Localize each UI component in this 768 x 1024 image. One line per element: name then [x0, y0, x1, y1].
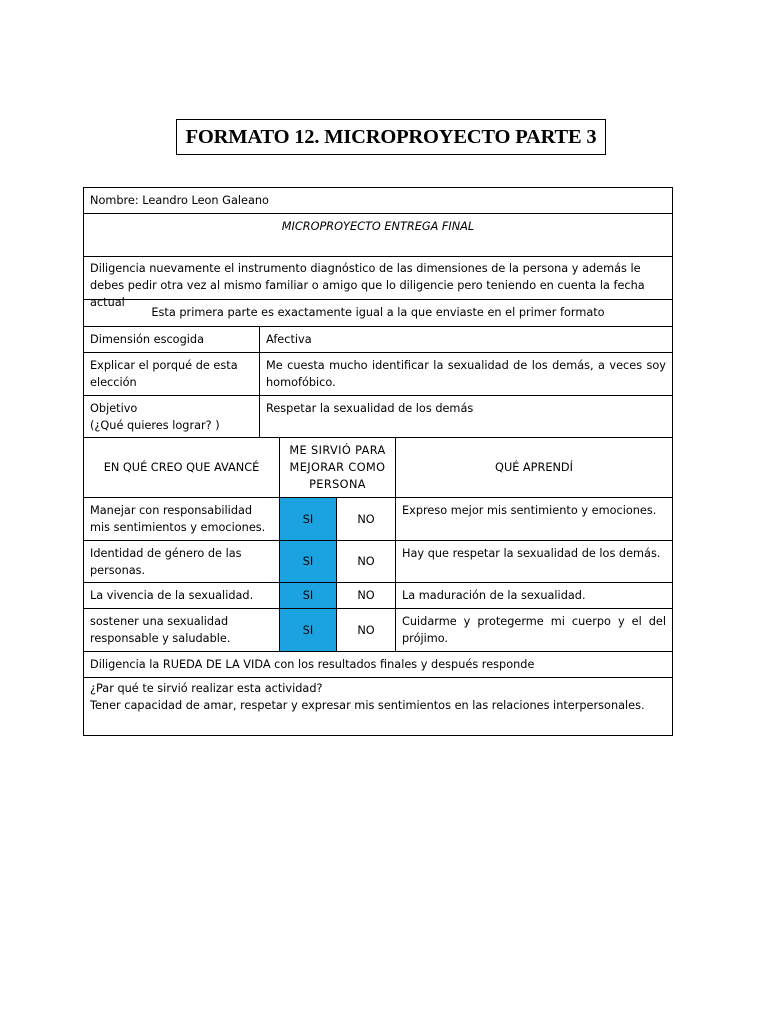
first-part-note: Esta primera parte es exactamente igual a la que enviaste en el primer formato — [151, 306, 605, 319]
table-row — [84, 608, 672, 651]
table-row — [84, 582, 672, 608]
table-row — [84, 497, 672, 540]
no-cell: NO — [336, 498, 395, 540]
dimension-label: Dimensión escogida — [90, 333, 205, 346]
learned-cell: La maduración de la sexualidad. — [395, 583, 672, 608]
instruction-text: Diligencia nuevamente el instrumento diagnóstico de las dimensiones de la persona y además le debes pedir otra vez al mismo familiar o amigo que lo diligencie pero teniendo en cuenta la fecha actual — [90, 262, 645, 309]
header-learned: QUÉ APRENDÍ — [395, 438, 672, 497]
header-advance: EN QUÉ CREO QUE AVANCÉ — [103, 461, 260, 474]
reason-value: Me cuesta mucho identificar la sexualidad de los demás, a veces soy homofóbico. — [259, 353, 672, 395]
objective-label — [84, 396, 259, 437]
advance-cell: sostener una sexualidad responsable y saludable. — [90, 615, 231, 645]
section-subtitle: MICROPROYECTO ENTREGA FINAL — [281, 220, 475, 233]
advance-cell: La vivencia de la sexualidad. — [90, 589, 254, 602]
reason-label: Explicar el porqué de esta elección — [90, 359, 238, 389]
page-title: FORMATO 12. MICROPROYECTO PARTE 3 — [176, 119, 606, 155]
dimension-value: Afectiva — [259, 327, 672, 352]
no-cell: NO — [336, 541, 395, 582]
dimension-row — [84, 326, 672, 352]
reason-row — [84, 352, 672, 395]
objective-value: Respetar la sexualidad de los demás — [259, 396, 672, 437]
reflection-question: ¿Par qué te sirvió realizar esta actividad? — [90, 682, 323, 695]
table-header-row — [84, 437, 672, 497]
header-helped: ME SIRVIÓ PARA MEJORAR COMO PERSONA — [279, 438, 395, 497]
learned-cell: Expreso mejor mis sentimiento y emociones. — [395, 498, 672, 540]
advance-cell: Manejar con responsabilidad mis sentimientos y emociones. — [90, 504, 266, 534]
si-cell: SI — [279, 541, 336, 582]
si-cell: SI — [279, 583, 336, 608]
objective-row — [84, 395, 672, 437]
name-field: Nombre: Leandro Leon Galeano — [90, 194, 269, 207]
first-part-note-row — [84, 299, 672, 326]
name-row — [84, 188, 672, 213]
si-cell: SI — [279, 609, 336, 651]
no-cell: NO — [336, 609, 395, 651]
learned-cell: Cuidarme y protegerme mi cuerpo y el del prójimo. — [395, 609, 672, 651]
table-row — [84, 540, 672, 582]
wheel-instruction: Diligencia la RUEDA DE LA VIDA con los resultados finales y después responde — [90, 658, 535, 671]
reflection-row — [84, 677, 672, 735]
si-cell: SI — [279, 498, 336, 540]
wheel-instruction-row — [84, 651, 672, 677]
reflection-cell — [84, 678, 672, 735]
instruction-row — [84, 256, 672, 309]
objective-label-question: (¿Qué quieres lograr? ) — [90, 419, 220, 432]
advance-cell: Identidad de género de las personas. — [90, 547, 242, 577]
microproject-form — [83, 187, 673, 736]
reflection-answer: Tener capacidad de amar, respetar y expresar mis sentimientos en las relaciones interpersonales. — [90, 699, 645, 712]
learned-cell: Hay que respetar la sexualidad de los demás. — [395, 541, 672, 582]
objective-label-title: Objetivo — [90, 402, 138, 415]
no-cell: NO — [336, 583, 395, 608]
subtitle-row — [84, 213, 672, 256]
